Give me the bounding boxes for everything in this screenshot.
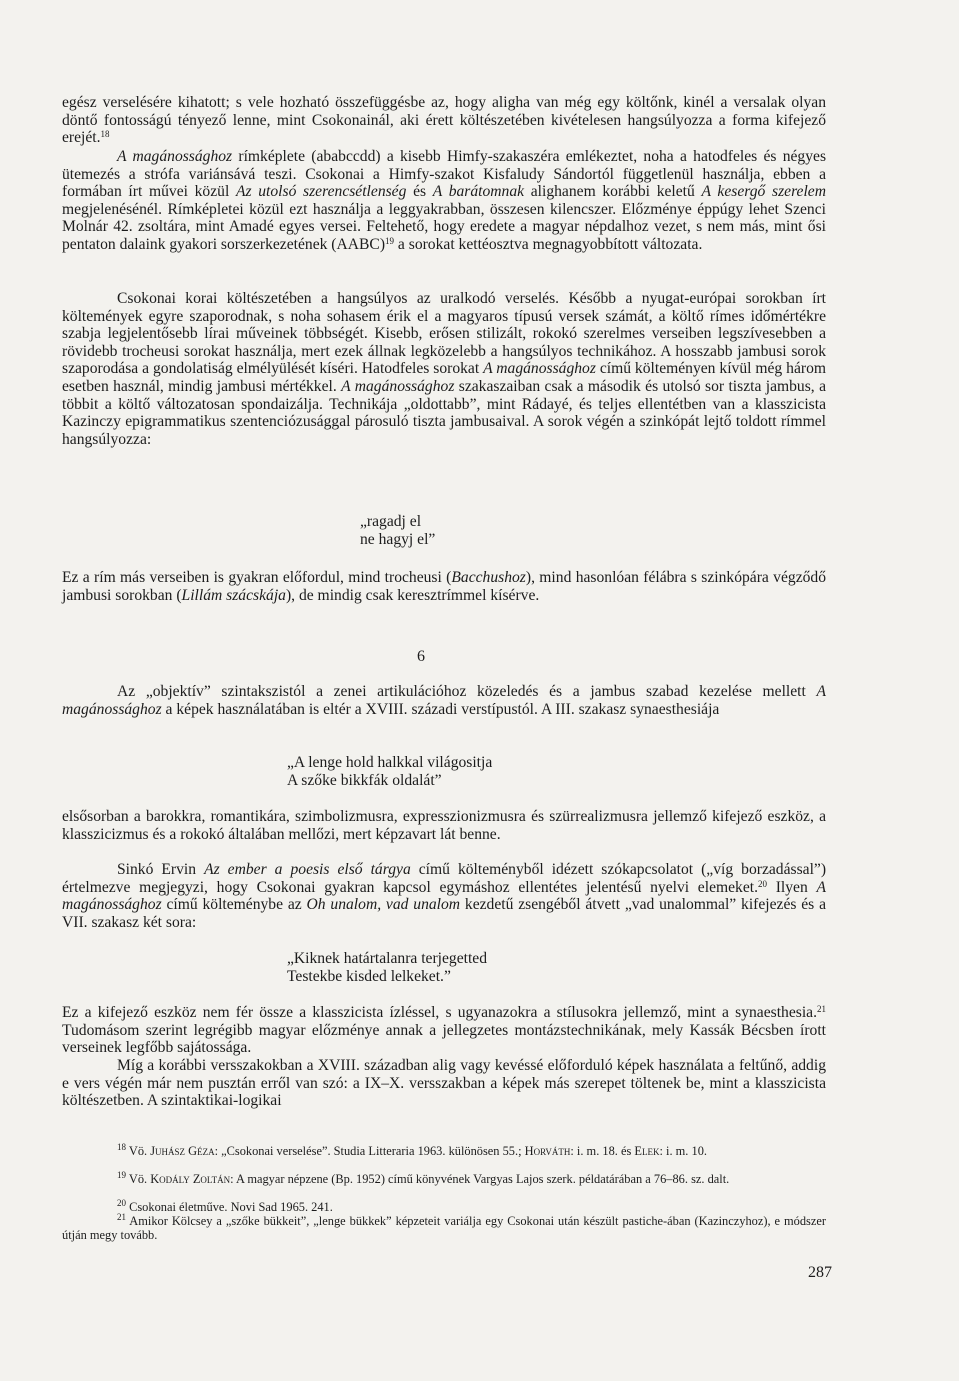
paragraph-6: elsősorban a barokkra, romantikára, szimbolizmusra, expresszionizmusra és szürrealizmusra jellemző kifejező eszköz, a klasszicizmus és a rokokó általában mellőzi, mert képzavart lát benne. xyxy=(62,808,826,843)
paragraph-7: Sinkó Ervin Az ember a poesis első tárgya című költeményből idézett szókapcsolatot („víg borzadással”) értelmezve megjegyzi, hogy Csokonai gyakran kapcsol egymáshoz ellentétes jelentésű nyelvi elemeket.$^{20}$ Ilyen A magánossághoz című költeménybe az Oh unalom, vad unalom kezdetű zsengéből átvett „vad unalommal” kifejezés és a VII. szakasz két sora: xyxy=(62,861,827,931)
footnote-number: 18 xyxy=(117,1142,126,1152)
paragraph-9: Míg a korábbi versszakokban a XVIII. században alig vagy kevéssé előforduló képek használata a feltűnő, addig e vers végén már nem pusztán erről van szó: a IX–X. versszakban a képek más szerepet töltenek be, mint a klasszicista költészetben. A szintaktikai-logikai xyxy=(62,1057,826,1110)
author-name: Kodály Zoltán xyxy=(150,1172,231,1186)
paragraph-4: Ez a rím más verseiben is gyakran előfordul, mind trocheusi (Bacchushoz), mind hasonlóan félábra s szinkópára végződő jambusi sorokban (Lillám szácskája), de mindig csak keresztrímmel kísérve. xyxy=(62,569,827,604)
footnote-ref-21[interactable]: 21 xyxy=(817,1004,826,1014)
work-title: A magánossághoz xyxy=(341,377,455,395)
footnote-20: $^{20}$ Csokonai életműve. Novi Sad 1965. 241. xyxy=(117,1198,333,1214)
page-number: 287 xyxy=(808,1264,832,1281)
author-name: Juhász Géza xyxy=(150,1144,215,1158)
work-title: A magánossághoz xyxy=(117,148,233,165)
verse-line: ne hagyj el” xyxy=(360,530,436,548)
footnote-number: 19 xyxy=(117,1170,126,1180)
footnote-19: $^{19}$ Vö. Kodály Zoltán: A magyar népzene (Bp. 1952) című könyvének Vargyas Lajos szerk. példatárában a 76–86. sz. dalt. xyxy=(117,1170,730,1186)
footnote-21: $^{21}$ Amikor Kölcsey a „szőke bükkeit”, „lenge bükkek” képzeteit variálja egy Csokonai után készült pastiche-ában (Kazinczyhoz), e módszer útján megy tovább. xyxy=(62,1212,826,1242)
verse-quote-3 xyxy=(287,950,687,985)
work-title: Bacchushoz xyxy=(451,569,526,586)
work-title: Oh unalom, vad unalom xyxy=(306,896,461,914)
paragraph-5: Az „objektív” szintakszistól a zenei artikulációhoz közeledés és a jambus szabad kezelése mellett A magánossághoz a képek használatában is eltér a XVIII. századi verstípustól. A III. szakasz synaesthesiája xyxy=(62,683,826,718)
work-title: A barátomnak xyxy=(432,183,525,201)
author-name: Horváth xyxy=(524,1144,571,1158)
work-title: Az utolsó szerencsétlenség xyxy=(235,183,407,201)
work-title: Lillám szácskája xyxy=(181,586,286,604)
verse-line: Testekbe kisded lelkeket.” xyxy=(287,967,451,985)
paragraph-3: Csokonai korai költészetében a hangsúlyos az uralkodó verselés. Később a nyugat-európai sorokban írt költemények egyre szaporodnak, s noha sohasem érik el a magyaros típusú versek számát, a költő rímes időmértékre szabja legjelentősebb lírai műveinek többségét. Kisebb, erősen stilizált, rokokó szerelmes verseiben legszívesebben a rövidebb trocheusi sorokat használja, mert ezek állnak legközelebb a hangsúlyos technikához. A hosszabb jambusi sorok szaporodása a gondolatiság elmélyülését kíséri. Hatodfeles sorokat A magánossághoz című költeményen kívül még három esetben használ, mindig jambusi mértékkel. A magánossághoz szakaszaiban csak a második és utolsó sor tiszta jambus, a többit a költő változatosan spondaizálja. Technikája „oldottabb”, mint Rádayé, és teljes ellentétben van a klasszicista Kazinczy epigrammatikus szentenciózusággal párosuló tiszta jambusaival. A sorok végén a szinkópát lejtő toldott rímmel hangsúlyozza: xyxy=(62,290,826,448)
paragraph-1: egész verselésére kihatott; s vele hozható összefüggésbe az, hogy aligha van még egy költőnk, kinél a versalak olyan döntő fontosságú tényező lenne, mint Csokonainál, aki érett költészetében kivételesen hangsúlyozza a forma kifejező erejét.$^{18}$ xyxy=(62,94,826,147)
work-title: A magánossághoz xyxy=(62,878,826,914)
verse-line: „ragadj el xyxy=(360,513,422,530)
footnote-ref-20[interactable]: 20 xyxy=(757,878,767,889)
work-title: A magánossághoz xyxy=(62,683,826,718)
work-title: Az ember a poesis első tárgya xyxy=(204,861,411,878)
footnote-number: 20 xyxy=(117,1198,126,1208)
footnote-ref-18[interactable]: 18 xyxy=(100,129,110,140)
footnote-18: $^{18}$ Vö. Juhász Géza: „Csokonai verselése”. Studia Litteraria 1963. különösen 55.; Horváth: i. m. 18. és Elek: i. m. 10. xyxy=(117,1142,707,1158)
paragraph-8: Ez a kifejező eszköz nem fér össze a klasszicista ízléssel, s ugyanazokra a stílusokra jellemző, mint a synaesthesia.$^{21}$ Tudomásom szerint legrégibb magyar előzménye annak a jellegzetes montázstechnikának, mely Kassák Bécsben írott verseinek legfőbb sajátossága. xyxy=(62,1004,826,1057)
verse-line: „Kiknek határtalanra terjegetted xyxy=(287,950,488,967)
verse-quote-1 xyxy=(360,513,760,548)
section-number: 6 xyxy=(417,648,425,665)
paragraph-2: A magánossághoz rímképlete (ababccdd) a kisebb Himfy-szakaszéra emlékeztet, noha a hatodfeles és négyes ütemezés a strófa variánsává teszi. Csokonai a Himfy-szakot Kisfaludy Sándortól függetlenül használja, ebben a formában írt művei közül Az utolsó szerencsétlenség és A barátomnak alighanem korábbi keletű A kesergő szerelem megjelenésénél. Rímképletei közül ezt használja a leggyakrabban, összesen kilencszer. Előzménye éppúgy lehet Szenci Molnár 42. zsoltára, mint Amadé egyes versei. Feltehető, hogy eredete a magyar népdalhoz vezet, s nem más, mint ősi pentaton dalaink gyakori sorszerkezetének (AABC)$^{19}$ a sorokat kettéosztva megnagyobbított változata. xyxy=(62,148,827,253)
verse-quote-2 xyxy=(287,754,687,789)
footnote-ref-19[interactable]: 19 xyxy=(385,235,395,246)
work-title: A magánossághoz xyxy=(483,360,596,378)
verse-line: „A lenge hold halkkal világositja xyxy=(287,754,493,771)
author-name: Elek xyxy=(634,1144,660,1158)
work-title: A kesergő szerelem xyxy=(701,183,826,201)
footnote-number: 21 xyxy=(117,1212,126,1222)
verse-line: A szőke bikkfák oldalát” xyxy=(287,771,442,789)
